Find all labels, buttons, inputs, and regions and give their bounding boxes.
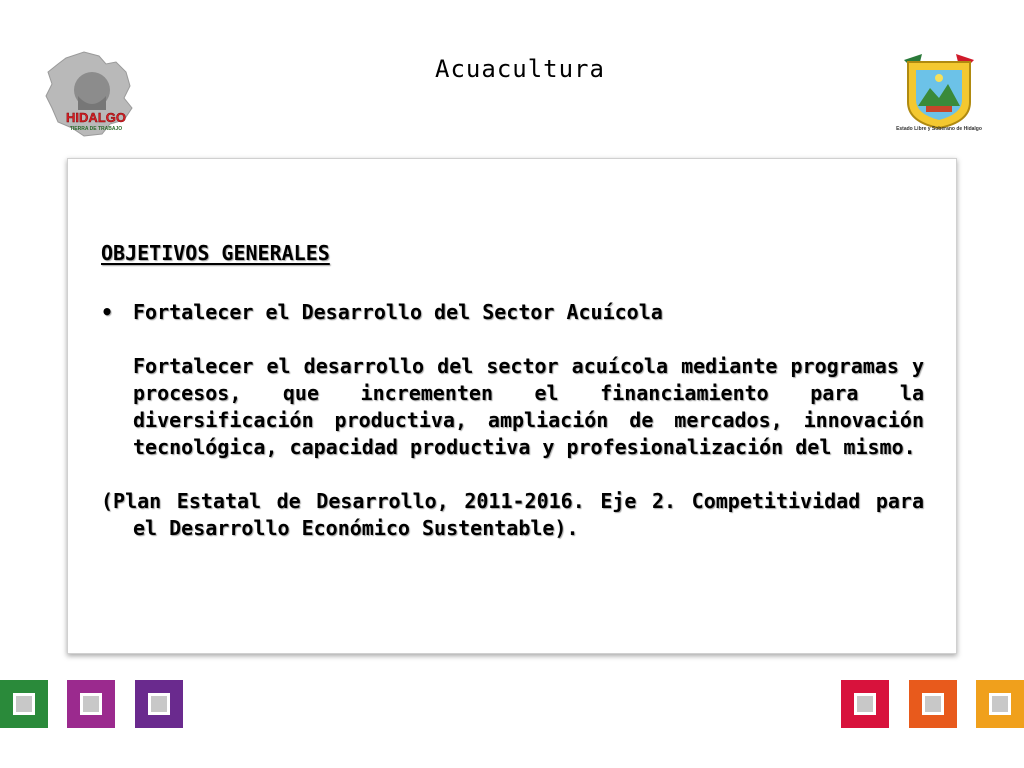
nav-square-yellow[interactable]: [976, 680, 1024, 728]
square-icon: [989, 693, 1011, 715]
square-icon: [854, 693, 876, 715]
bullet-item: [101, 299, 924, 326]
nav-square-purple[interactable]: [135, 680, 183, 728]
square-icon: [922, 693, 944, 715]
objectives-heading: OBJETIVOS GENERALES: [101, 241, 330, 265]
slide-title: Acuacultura: [435, 55, 605, 83]
nav-square-orange[interactable]: [909, 680, 957, 728]
square-icon: [80, 693, 102, 715]
square-icon: [13, 693, 35, 715]
bullet-icon: •: [101, 300, 114, 324]
nav-square-green[interactable]: [0, 680, 48, 728]
square-icon: [148, 693, 170, 715]
nav-square-red[interactable]: [841, 680, 889, 728]
slide-content: [101, 240, 924, 542]
hidalgo-logo: [44, 50, 139, 140]
objective-description: Fortalecer el desarrollo del sector acuícola mediante programas y procesos, que incrementen el financiamiento para la diversificación productiva, ampliación de mercados, innovación tecnológica, capacidad productiva y profesionalización del mismo.: [133, 354, 924, 459]
nav-square-magenta[interactable]: [67, 680, 115, 728]
coat-of-arms-caption: Estado Libre y Soberano de Hidalgo: [896, 126, 982, 132]
bullet-text: Fortalecer el Desarrollo del Sector Acuícola: [133, 300, 663, 324]
plan-reference: (Plan Estatal de Desarrollo, 2011-2016. Eje 2. Competitividad para el Desarrollo Económico Sustentable).: [101, 489, 924, 540]
svg-text:TIERRA DE TRABAJO: TIERRA DE TRABAJO: [69, 126, 123, 132]
svg-text:HIDALGO: HIDALGO: [66, 110, 126, 125]
